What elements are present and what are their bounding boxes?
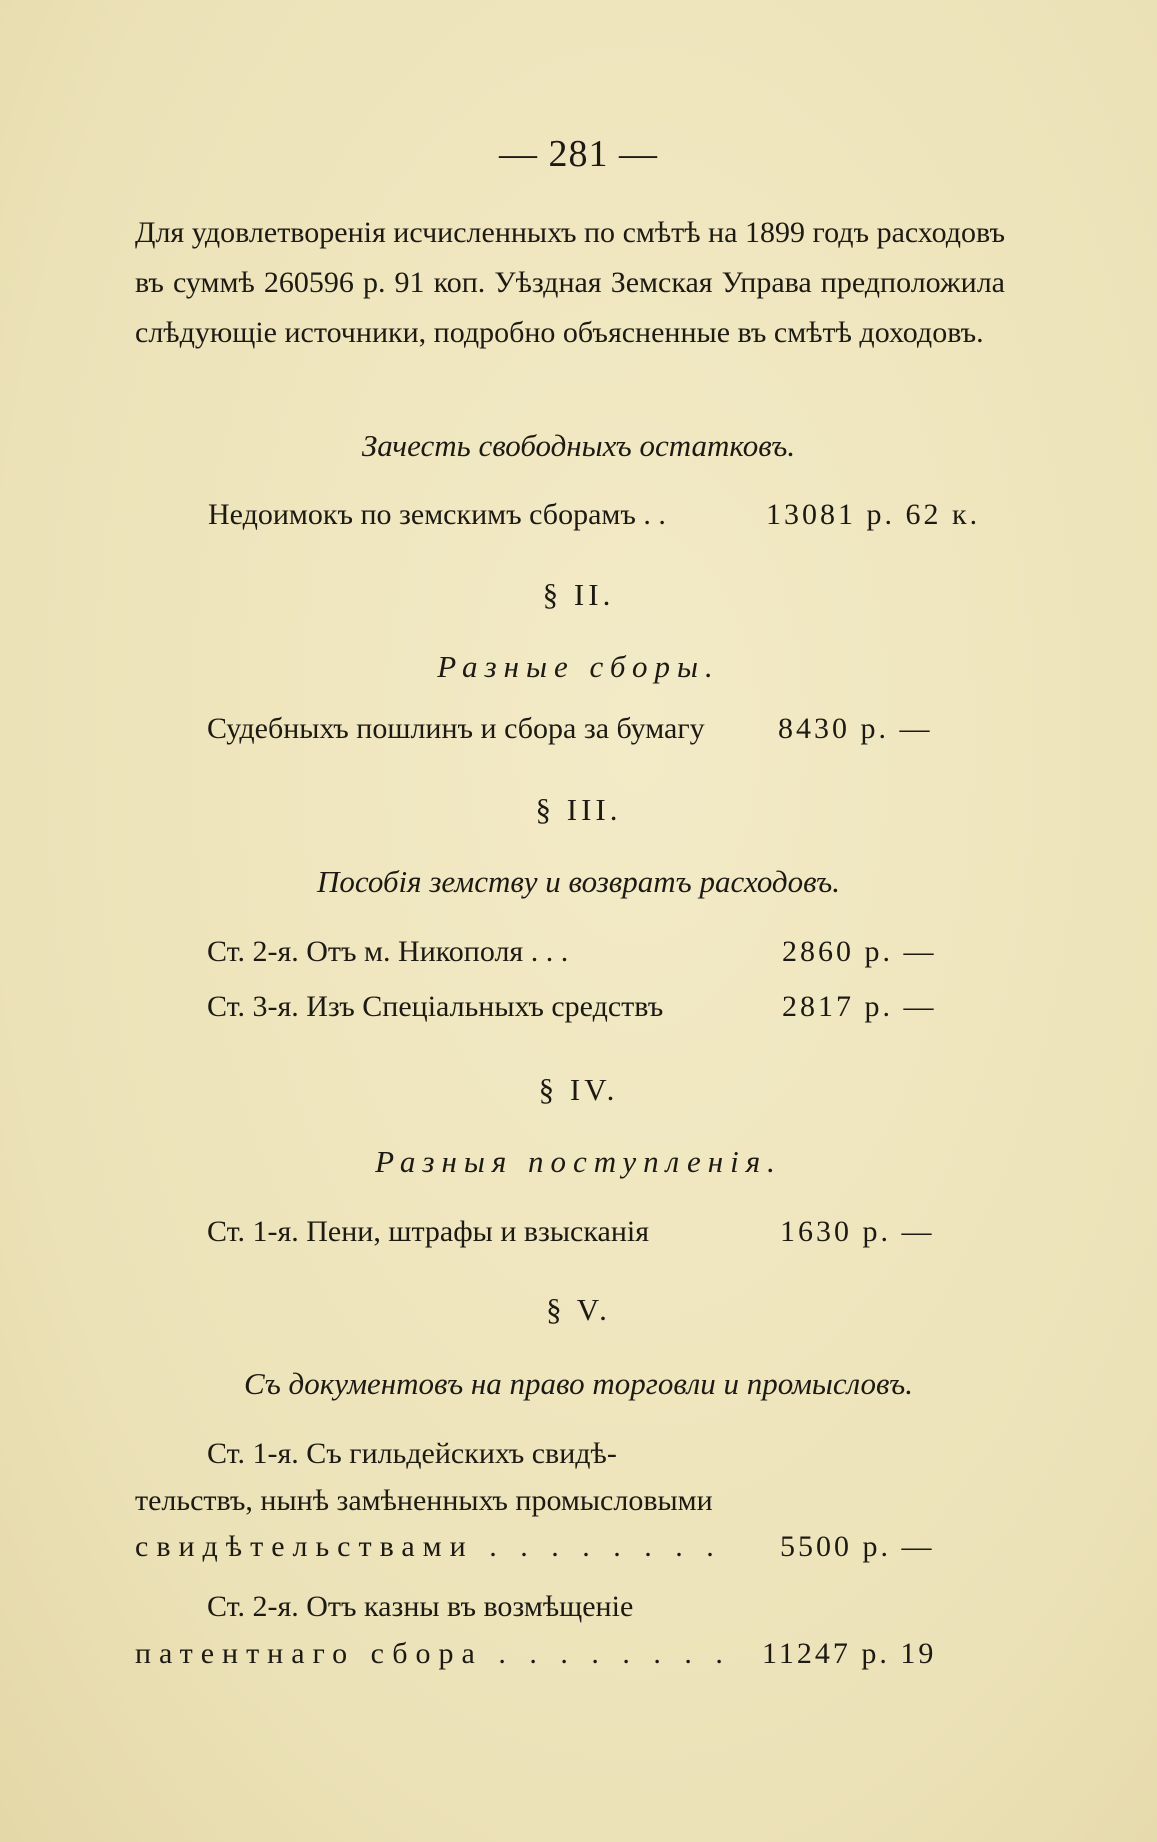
row-kazny-value: 11247 р. 19 xyxy=(762,1637,937,1670)
row-peni-label: Ст. 1-я. Пени, штрафы и взысканія xyxy=(207,1215,650,1248)
row-gildeiskih-line1: Ст. 1-я. Съ гильдейскихъ свидѣ- xyxy=(207,1437,617,1470)
section-2: § II. xyxy=(542,577,615,612)
row-specialnyh-value: 2817 р. — xyxy=(782,990,937,1023)
row-specialnyh-label: Ст. 3-я. Изъ Спеціальныхъ средствъ xyxy=(207,990,664,1023)
heading-dokumentov: Съ документовъ на право торговли и промысловъ. xyxy=(244,1366,913,1401)
row-nedoimok-value: 13081 р. 62 к. xyxy=(766,498,981,531)
row-nedoimok-label: Недоимокъ по земскимъ сборамъ . . xyxy=(208,498,666,531)
row-gildeiskih-value: 5500 р. — xyxy=(780,1530,935,1563)
row-sudebnyh xyxy=(0,712,1157,752)
row-peni-value: 1630 р. — xyxy=(780,1215,935,1248)
row-nikopol-value: 2860 р. — xyxy=(782,935,937,968)
heading-raznyya-postupleniya: Разныя поступленія. xyxy=(375,1144,782,1179)
page-number: — 281 — xyxy=(499,133,658,175)
section-4: § IV. xyxy=(538,1072,619,1107)
row-gildeiskih-line3: свидѣтельствами . . . . . . . . xyxy=(135,1530,722,1563)
section-5: § V. xyxy=(546,1292,611,1327)
section-3: § III. xyxy=(535,792,622,827)
row-nedoimok xyxy=(0,498,1157,538)
row-peni xyxy=(0,1215,1157,1255)
row-nikopol xyxy=(0,935,1157,975)
row-kazny-line2: патентнаго сбора . . . . . . . . xyxy=(135,1637,731,1670)
heading-zachest: Зачесть свободныхъ остатковъ. xyxy=(361,428,796,463)
heading-posobiya: Пособія земству и возвратъ расходовъ. xyxy=(317,864,840,899)
row-nikopol-label: Ст. 2-я. Отъ м. Никополя . . . xyxy=(207,935,569,968)
row-gildeiskih-line2: тельствъ, нынѣ замѣненныхъ промысловыми xyxy=(135,1484,713,1517)
heading-raznye-sbory: Разные сборы. xyxy=(437,649,720,684)
row-kazny-line1: Ст. 2-я. Отъ казны въ возмѣщеніе xyxy=(207,1590,634,1623)
row-sudebnyh-label: Судебныхъ пошлинъ и сбора за бумагу xyxy=(207,712,705,745)
intro-paragraph: Для удовлетворенія исчисленныхъ по смѣтѣ на 1899 годъ расходовъ въ суммѣ 260596 р. 91 коп. Уѣздная Земская Управа предположила слѣдующіе источники, подробно объясненные въ смѣтѣ доходовъ. xyxy=(135,216,1005,349)
row-sudebnyh-value: 8430 р. — xyxy=(778,712,933,745)
row-specialnyh xyxy=(0,990,1157,1030)
